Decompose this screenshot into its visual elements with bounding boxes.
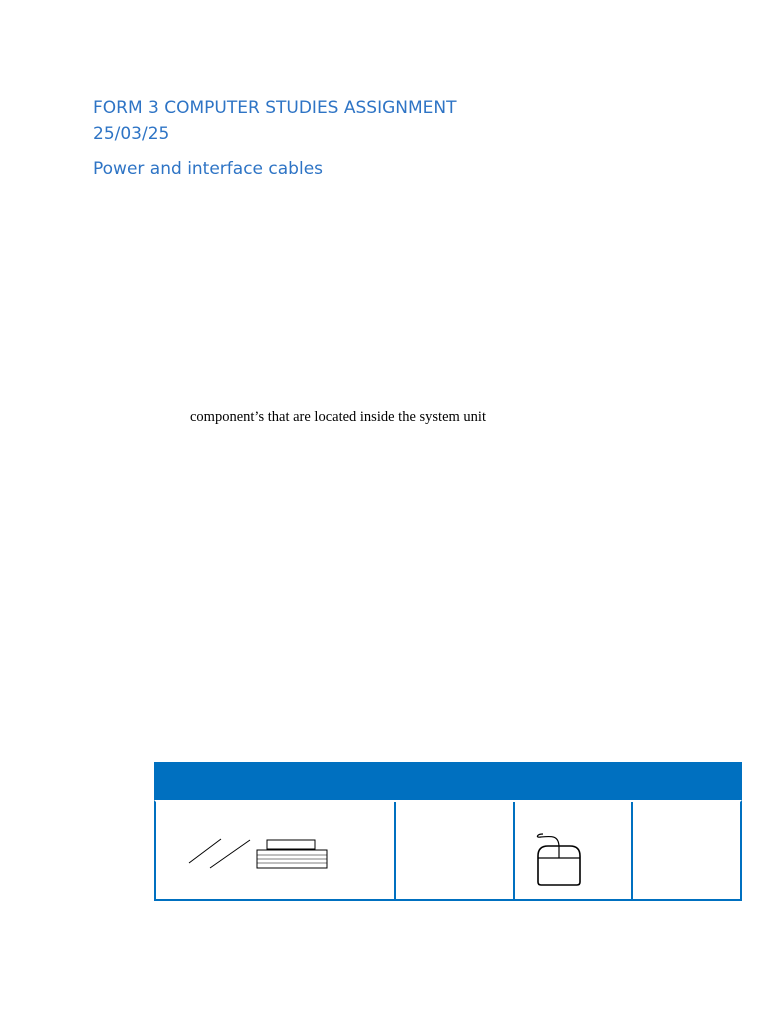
document-date: 25/03/25 [93,124,170,144]
table-body [154,800,742,901]
table-cell-2 [396,802,515,901]
table-cell-3 [515,802,633,901]
table-cell-1 [156,802,396,901]
body-text: component’s that are located inside the system unit [190,409,486,425]
document-subtitle: Power and interface cables [93,159,324,179]
table-header [154,762,742,800]
cable-and-drive-icon [156,802,394,901]
table-cell-4 [633,802,740,901]
document-title: FORM 3 COMPUTER STUDIES ASSIGNMENT [93,98,457,118]
components-table [154,762,742,901]
mouse-icon [515,802,631,901]
